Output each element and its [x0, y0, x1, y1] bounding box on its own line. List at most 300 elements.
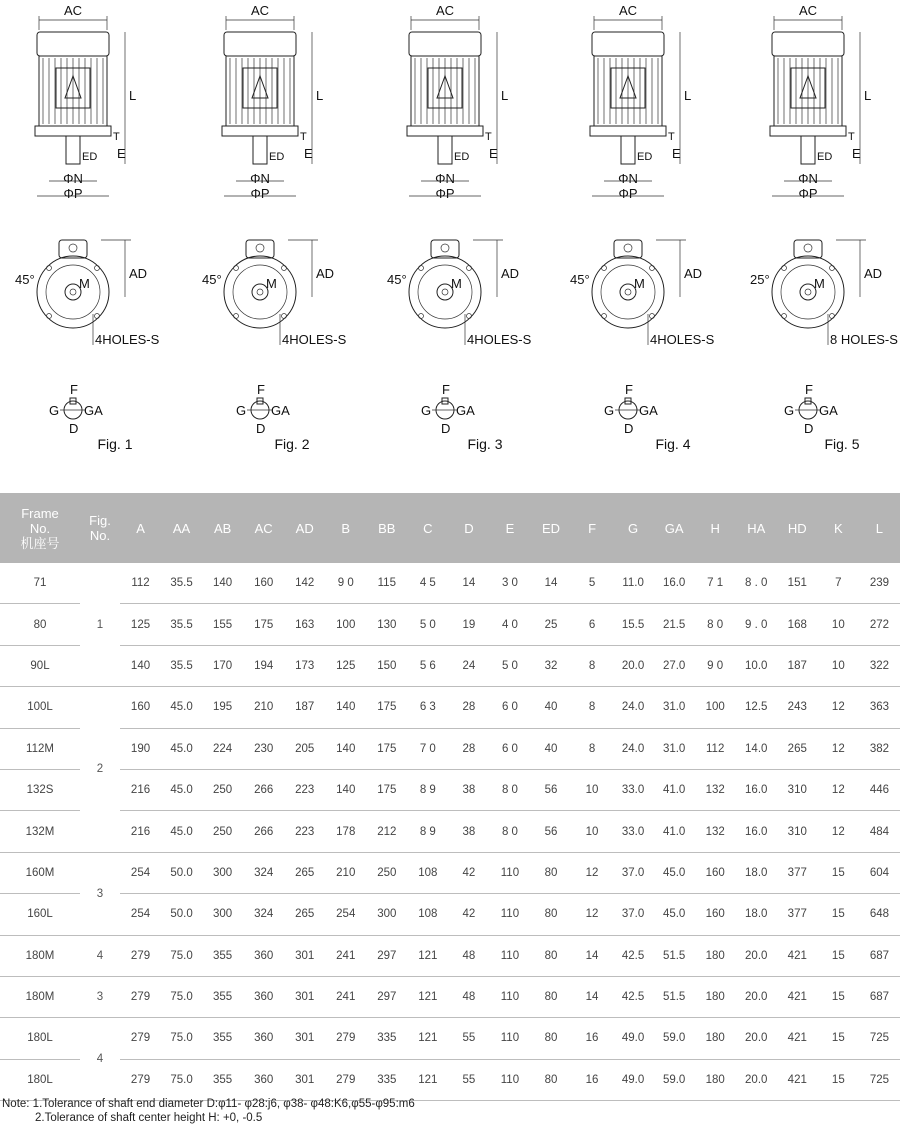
header-col-ab: AB [202, 493, 243, 563]
cell-ga: 16.0 [654, 563, 695, 604]
cell-hd: 243 [777, 687, 818, 728]
cell-ha: 20.0 [736, 935, 777, 976]
cell-aa: 35.5 [161, 604, 202, 645]
motor-dimension-drawings [0, 0, 900, 490]
key-f: F [625, 382, 633, 397]
cell-ga: 21.5 [654, 604, 695, 645]
cell-frame: 180M [0, 935, 80, 976]
cell-ga: 41.0 [654, 769, 695, 810]
dim-e: E [304, 146, 313, 161]
cell-g: 11.0 [613, 563, 654, 604]
cell-aa: 75.0 [161, 976, 202, 1017]
cell-ed: 80 [530, 852, 571, 893]
dim-m: M [451, 276, 462, 291]
cell-l: 322 [859, 645, 900, 686]
cell-h: 112 [695, 728, 736, 769]
side-view [222, 3, 323, 201]
cell-f: 12 [572, 894, 613, 935]
cell-e: 110 [489, 1018, 530, 1059]
cell-ad: 223 [284, 811, 325, 852]
dim-n: ΦN [618, 171, 638, 186]
cell-ad: 301 [284, 976, 325, 1017]
table-row [0, 1018, 900, 1059]
cell-ac: 266 [243, 811, 284, 852]
cell-frame: 80 [0, 604, 80, 645]
cell-fig-no: 2 [80, 687, 120, 853]
cell-ab: 140 [202, 563, 243, 604]
cell-ed: 80 [530, 894, 571, 935]
cell-d: 42 [448, 894, 489, 935]
cell-ad: 173 [284, 645, 325, 686]
key-section [236, 382, 290, 436]
cell-ab: 355 [202, 935, 243, 976]
cell-aa: 35.5 [161, 645, 202, 686]
cell-ed: 40 [530, 728, 571, 769]
front-view [750, 240, 898, 347]
cell-e: 8 0 [489, 811, 530, 852]
cell-hd: 421 [777, 1018, 818, 1059]
cell-a: 160 [120, 687, 161, 728]
key-ga: GA [84, 403, 103, 418]
key-g: G [604, 403, 615, 418]
front-view [387, 240, 532, 347]
cell-ha: 16.0 [736, 811, 777, 852]
cell-hd: 310 [777, 769, 818, 810]
cell-g: 24.0 [613, 728, 654, 769]
cell-ab: 300 [202, 852, 243, 893]
cell-b: 140 [325, 769, 366, 810]
header-col-ad: AD [284, 493, 325, 563]
cell-a: 112 [120, 563, 161, 604]
cell-h: 180 [695, 976, 736, 1017]
cell-g: 15.5 [613, 604, 654, 645]
cell-ac: 324 [243, 852, 284, 893]
key-d: D [624, 421, 634, 436]
cell-c: 5 0 [407, 604, 448, 645]
cell-ed: 40 [530, 687, 571, 728]
cell-b: 140 [325, 728, 366, 769]
key-d: D [441, 421, 451, 436]
dim-m: M [266, 276, 277, 291]
cell-fig-no: 3 [80, 852, 120, 935]
cell-ha: 20.0 [736, 976, 777, 1017]
cell-frame: 132S [0, 769, 80, 810]
cell-ab: 170 [202, 645, 243, 686]
cell-hd: 377 [777, 894, 818, 935]
cell-d: 19 [448, 604, 489, 645]
side-view [770, 3, 871, 201]
dim-t: T [300, 131, 307, 143]
cell-a: 125 [120, 604, 161, 645]
cell-ab: 155 [202, 604, 243, 645]
cell-ab: 224 [202, 728, 243, 769]
cell-ac: 360 [243, 935, 284, 976]
cell-l: 604 [859, 852, 900, 893]
header-col-ed: ED [530, 493, 571, 563]
cell-d: 48 [448, 935, 489, 976]
dim-t: T [848, 131, 855, 143]
cell-ed: 25 [530, 604, 571, 645]
cell-bb: 115 [366, 563, 407, 604]
cell-frame: 71 [0, 563, 80, 604]
dim-t: T [668, 131, 675, 143]
cell-fig-no: 1 [80, 563, 120, 687]
key-ga: GA [271, 403, 290, 418]
cell-ac: 194 [243, 645, 284, 686]
dim-l: L [684, 88, 692, 103]
table-row [0, 604, 900, 645]
cell-h: 8 0 [695, 604, 736, 645]
cell-b: 279 [325, 1059, 366, 1100]
dim-p: ΦP [63, 186, 83, 201]
cell-ga: 31.0 [654, 728, 695, 769]
front-view [15, 240, 160, 347]
cell-ac: 266 [243, 769, 284, 810]
cell-h: 7 1 [695, 563, 736, 604]
cell-h: 9 0 [695, 645, 736, 686]
cell-h: 160 [695, 852, 736, 893]
header-col-bb: BB [366, 493, 407, 563]
table-row [0, 645, 900, 686]
cell-aa: 45.0 [161, 687, 202, 728]
cell-aa: 45.0 [161, 811, 202, 852]
key-section [421, 382, 475, 436]
tolerance-notes [2, 1097, 415, 1125]
cell-l: 648 [859, 894, 900, 935]
cell-ad: 163 [284, 604, 325, 645]
header-col-aa: AA [161, 493, 202, 563]
cell-l: 382 [859, 728, 900, 769]
cell-ac: 175 [243, 604, 284, 645]
header-col-ac: AC [243, 493, 284, 563]
dim-n: ΦN [798, 171, 818, 186]
dim-e: E [117, 146, 126, 161]
dim-holes: 4HOLES-S [95, 332, 160, 347]
key-f: F [805, 382, 813, 397]
cell-f: 6 [572, 604, 613, 645]
cell-ab: 250 [202, 769, 243, 810]
cell-h: 132 [695, 811, 736, 852]
cell-f: 16 [572, 1018, 613, 1059]
figure-caption: Fig. 3 [467, 436, 503, 452]
cell-aa: 50.0 [161, 894, 202, 935]
cell-g: 33.0 [613, 811, 654, 852]
cell-d: 24 [448, 645, 489, 686]
cell-ac: 360 [243, 1018, 284, 1059]
key-g: G [421, 403, 432, 418]
dim-n: ΦN [250, 171, 270, 186]
cell-k: 15 [818, 1018, 859, 1059]
dim-l: L [501, 88, 509, 103]
cell-h: 132 [695, 769, 736, 810]
cell-hd: 421 [777, 1059, 818, 1100]
cell-ha: 14.0 [736, 728, 777, 769]
cell-fig-no: 4 [80, 1018, 120, 1101]
cell-c: 121 [407, 935, 448, 976]
dim-ed: ED [269, 151, 285, 163]
cell-ga: 51.5 [654, 976, 695, 1017]
cell-l: 239 [859, 563, 900, 604]
cell-f: 16 [572, 1059, 613, 1100]
header-col-f: F [572, 493, 613, 563]
cell-ab: 250 [202, 811, 243, 852]
cell-f: 14 [572, 976, 613, 1017]
cell-ab: 355 [202, 976, 243, 1017]
header-fig-fig-line1: Fig. [89, 513, 111, 528]
dim-ed: ED [454, 151, 470, 163]
header-col-a: A [120, 493, 161, 563]
cell-frame: 100L [0, 687, 80, 728]
cell-ga: 51.5 [654, 935, 695, 976]
figure-3 [387, 3, 532, 452]
dim-ac: AC [435, 3, 455, 18]
cell-bb: 175 [366, 687, 407, 728]
key-g: G [236, 403, 247, 418]
cell-aa: 50.0 [161, 852, 202, 893]
dim-m: M [79, 276, 90, 291]
header-col-ga: GA [654, 493, 695, 563]
cell-g: 37.0 [613, 852, 654, 893]
dim-holes: 8 HOLES-S [830, 332, 898, 347]
front-view [570, 240, 715, 347]
header-col-d: D [448, 493, 489, 563]
cell-bb: 212 [366, 811, 407, 852]
dim-ad: AD [864, 266, 883, 281]
table-row [0, 894, 900, 935]
cell-g: 24.0 [613, 687, 654, 728]
cell-d: 38 [448, 811, 489, 852]
cell-f: 12 [572, 852, 613, 893]
cell-bb: 297 [366, 976, 407, 1017]
cell-l: 484 [859, 811, 900, 852]
cell-ad: 265 [284, 852, 325, 893]
dim-p: ΦP [798, 186, 818, 201]
header-col-c: C [407, 493, 448, 563]
dim-angle: 45° [202, 272, 222, 287]
key-ga: GA [456, 403, 475, 418]
cell-ed: 80 [530, 1059, 571, 1100]
cell-ad: 301 [284, 935, 325, 976]
header-frame-frame-line1: Frame [21, 505, 59, 521]
key-g: G [784, 403, 795, 418]
figure-4 [570, 3, 715, 452]
cell-k: 15 [818, 1059, 859, 1100]
dim-p: ΦP [250, 186, 270, 201]
cell-ad: 223 [284, 769, 325, 810]
dim-m: M [814, 276, 825, 291]
key-section [784, 382, 838, 436]
cell-ed: 32 [530, 645, 571, 686]
cell-k: 10 [818, 645, 859, 686]
cell-b: 125 [325, 645, 366, 686]
key-g: G [49, 403, 60, 418]
cell-bb: 150 [366, 645, 407, 686]
cell-e: 5 0 [489, 645, 530, 686]
dim-e: E [489, 146, 498, 161]
header-col-l: L [859, 493, 900, 563]
cell-d: 55 [448, 1018, 489, 1059]
cell-k: 15 [818, 852, 859, 893]
dim-ad: AD [684, 266, 703, 281]
dim-ad: AD [129, 266, 148, 281]
cell-aa: 45.0 [161, 769, 202, 810]
header-col-k: K [818, 493, 859, 563]
cell-ac: 360 [243, 1059, 284, 1100]
cell-ab: 355 [202, 1018, 243, 1059]
cell-g: 49.0 [613, 1018, 654, 1059]
dim-l: L [316, 88, 324, 103]
cell-bb: 250 [366, 852, 407, 893]
cell-d: 28 [448, 728, 489, 769]
cell-a: 279 [120, 1059, 161, 1100]
cell-frame: 180L [0, 1018, 80, 1059]
dim-l: L [129, 88, 137, 103]
cell-hd: 421 [777, 976, 818, 1017]
cell-ed: 80 [530, 976, 571, 1017]
cell-a: 279 [120, 1018, 161, 1059]
dim-m: M [634, 276, 645, 291]
cell-bb: 175 [366, 728, 407, 769]
cell-f: 8 [572, 687, 613, 728]
cell-fig-no: 3 [80, 976, 120, 1017]
cell-b: 241 [325, 976, 366, 1017]
cell-l: 363 [859, 687, 900, 728]
cell-bb: 300 [366, 894, 407, 935]
cell-f: 14 [572, 935, 613, 976]
table-row [0, 852, 900, 893]
cell-b: 140 [325, 687, 366, 728]
cell-c: 121 [407, 976, 448, 1017]
cell-hd: 310 [777, 811, 818, 852]
cell-hd: 421 [777, 935, 818, 976]
cell-b: 100 [325, 604, 366, 645]
dim-angle: 25° [750, 272, 770, 287]
key-d: D [804, 421, 814, 436]
cell-c: 4 5 [407, 563, 448, 604]
cell-bb: 130 [366, 604, 407, 645]
cell-ga: 27.0 [654, 645, 695, 686]
cell-ad: 265 [284, 894, 325, 935]
cell-frame: 160L [0, 894, 80, 935]
table-row [0, 935, 900, 976]
dim-holes: 4HOLES-S [282, 332, 347, 347]
cell-f: 5 [572, 563, 613, 604]
cell-h: 180 [695, 1018, 736, 1059]
dim-n: ΦN [435, 171, 455, 186]
key-ga: GA [819, 403, 838, 418]
cell-f: 10 [572, 769, 613, 810]
cell-ha: 20.0 [736, 1018, 777, 1059]
cell-a: 254 [120, 852, 161, 893]
cell-hd: 265 [777, 728, 818, 769]
dim-ad: AD [501, 266, 520, 281]
cell-ga: 41.0 [654, 811, 695, 852]
cell-ad: 205 [284, 728, 325, 769]
cell-ab: 300 [202, 894, 243, 935]
cell-b: 254 [325, 894, 366, 935]
cell-bb: 335 [366, 1018, 407, 1059]
cell-g: 37.0 [613, 894, 654, 935]
note-line-2: 2.Tolerance of shaft center height H: +0, -0.5 [35, 1112, 263, 1124]
cell-ac: 360 [243, 976, 284, 1017]
key-d: D [256, 421, 266, 436]
figure-5 [750, 3, 898, 452]
cell-ac: 160 [243, 563, 284, 604]
cell-ac: 324 [243, 894, 284, 935]
cell-hd: 377 [777, 852, 818, 893]
cell-e: 110 [489, 976, 530, 1017]
header-frame-frame-line2: No. [29, 520, 51, 536]
cell-d: 48 [448, 976, 489, 1017]
cell-ha: 20.0 [736, 1059, 777, 1100]
cell-d: 28 [448, 687, 489, 728]
cell-fig-no: 4 [80, 935, 120, 976]
cell-frame: 180L [0, 1059, 80, 1100]
dim-e: E [672, 146, 681, 161]
cell-k: 15 [818, 935, 859, 976]
cell-l: 446 [859, 769, 900, 810]
cell-ad: 187 [284, 687, 325, 728]
cell-l: 687 [859, 976, 900, 1017]
dim-ad: AD [316, 266, 335, 281]
cell-ga: 59.0 [654, 1018, 695, 1059]
cell-k: 12 [818, 728, 859, 769]
cell-c: 121 [407, 1018, 448, 1059]
cell-ha: 10.0 [736, 645, 777, 686]
figure-caption: Fig. 4 [655, 436, 691, 452]
dim-e: E [852, 146, 861, 161]
cell-frame: 112M [0, 728, 80, 769]
table-header [0, 493, 900, 563]
cell-g: 33.0 [613, 769, 654, 810]
cell-k: 15 [818, 894, 859, 935]
dim-n: ΦN [63, 171, 83, 186]
table-row [0, 687, 900, 728]
cell-k: 12 [818, 687, 859, 728]
table-row [0, 563, 900, 604]
dim-p: ΦP [435, 186, 455, 201]
cell-ed: 56 [530, 811, 571, 852]
cell-c: 6 3 [407, 687, 448, 728]
header-col-h: H [695, 493, 736, 563]
cell-frame: 132M [0, 811, 80, 852]
table-row [0, 1059, 900, 1100]
cell-h: 100 [695, 687, 736, 728]
front-view [202, 240, 347, 347]
cell-a: 279 [120, 976, 161, 1017]
header-frame-frame-line3: 机座号 [20, 535, 60, 551]
figure-2 [202, 3, 347, 452]
cell-d: 38 [448, 769, 489, 810]
cell-a: 279 [120, 935, 161, 976]
cell-e: 110 [489, 894, 530, 935]
cell-ed: 14 [530, 563, 571, 604]
key-ga: GA [639, 403, 658, 418]
cell-frame: 90L [0, 645, 80, 686]
dim-ac: AC [250, 3, 270, 18]
header-fig-fig-line2: No. [89, 528, 111, 543]
cell-c: 121 [407, 1059, 448, 1100]
cell-h: 180 [695, 1059, 736, 1100]
cell-g: 49.0 [613, 1059, 654, 1100]
header-col-g: G [613, 493, 654, 563]
cell-a: 216 [120, 811, 161, 852]
header-col-ha: HA [736, 493, 777, 563]
cell-bb: 175 [366, 769, 407, 810]
cell-ad: 142 [284, 563, 325, 604]
cell-e: 8 0 [489, 769, 530, 810]
cell-ed: 80 [530, 1018, 571, 1059]
